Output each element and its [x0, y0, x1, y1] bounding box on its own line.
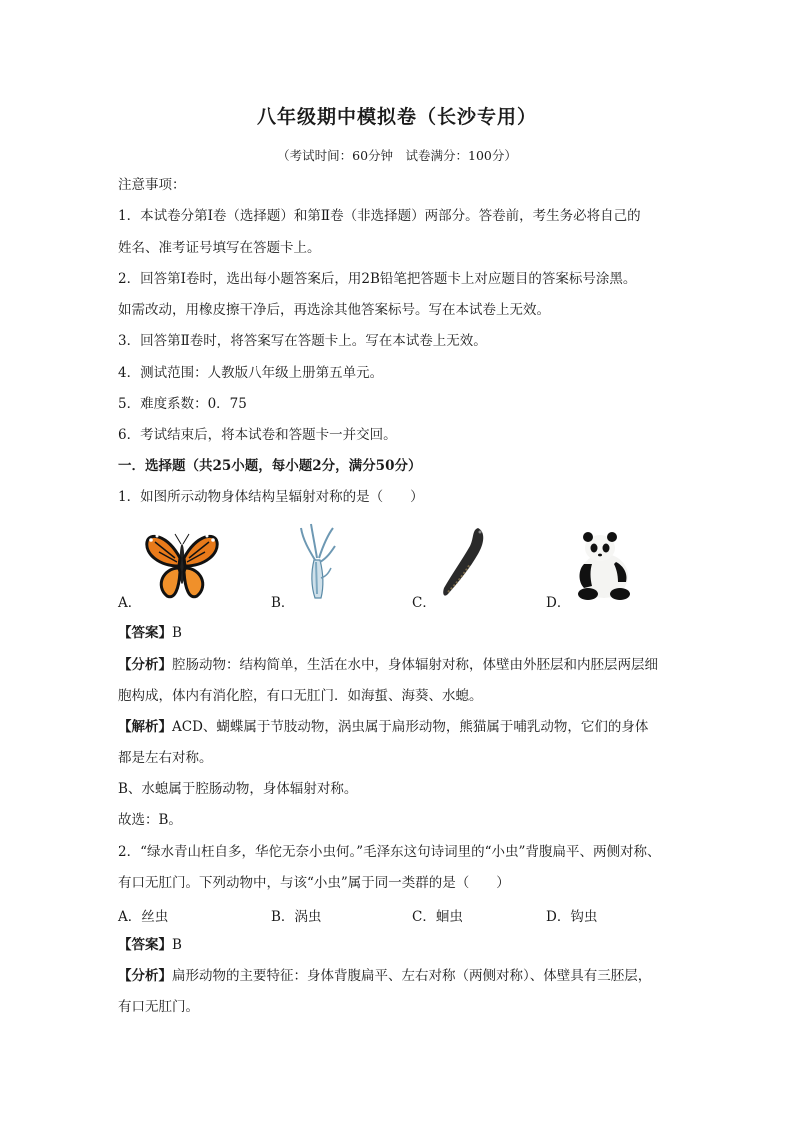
- notice-line: 3．回答第Ⅱ卷时，将答案写在答题卡上。写在本试卷上无效。: [118, 333, 487, 349]
- explain-text: ACD、蝴蝶属于节肢动物，涡虫属于扁形动物，熊猫属于哺乳动物，它们的身体: [172, 719, 649, 735]
- q1-answer: [118, 624, 182, 642]
- answer-value: B: [172, 625, 182, 641]
- q1-option-a-label: A．: [118, 595, 142, 611]
- q2-option-b: B．涡虫: [271, 909, 322, 925]
- page-title: 八年级期中模拟卷（长沙专用）: [256, 106, 537, 128]
- q1-option-d-label: D．: [546, 595, 571, 611]
- analysis-tag: 【分析】: [118, 657, 172, 673]
- q1-explanation-line: 故选：B。: [118, 812, 182, 828]
- section-title: 一．选择题（共25小题，每小题2分，满分50分）: [118, 458, 422, 474]
- notice-line: 5．难度系数：0．75: [118, 396, 247, 412]
- notice-line: 6．考试结束后，将本试卷和答题卡一并交回。: [118, 427, 397, 443]
- q2-analysis: [118, 967, 651, 985]
- exam-info: （考试时间：60分钟 试卷满分：100分）: [277, 148, 517, 163]
- q2-option-d: D．钩虫: [546, 909, 598, 925]
- analysis-tag: 【分析】: [118, 968, 172, 984]
- q1-analysis-line: 胞构成，体内有消化腔，有口无肛门．如海蜇、海葵、水螅。: [118, 688, 483, 704]
- q1-explanation: [118, 718, 648, 736]
- q2-analysis-line: 有口无肛门。: [118, 999, 199, 1015]
- q2-answer: [118, 936, 182, 954]
- notice-line: 如需改动，用橡皮擦干净后，再选涂其他答案标号。写在本试卷上无效。: [118, 302, 550, 318]
- answer-tag: 【答案】: [118, 937, 172, 953]
- explain-tag: 【解析】: [118, 719, 172, 735]
- hydra-image: [297, 522, 337, 602]
- question-2-stem-line: 有口无肛门。下列动物中，与该“小虫”属于同一类群的是（ ）: [118, 875, 510, 891]
- q1-explanation-line: B、水螅属于腔肠动物，身体辐射对称。: [118, 781, 358, 797]
- notice-line: 1．本试卷分第Ⅰ卷（选择题）和第Ⅱ卷（非选择题）两部分。答卷前，考生务必将自己的: [118, 208, 641, 224]
- leech-image: [440, 524, 490, 600]
- q2-option-a: A．丝虫: [118, 909, 169, 925]
- butterfly-image: [145, 528, 219, 600]
- analysis-text: 扁形动物的主要特征：身体背腹扁平、左右对称（两侧对称）、体壁具有三胚层，: [172, 968, 652, 984]
- question-1-stem: 1．如图所示动物身体结构呈辐射对称的是（ ）: [118, 489, 424, 505]
- answer-value: B: [172, 937, 182, 953]
- q1-analysis: [118, 656, 658, 674]
- analysis-text: 腔肠动物：结构简单，生活在水中，身体辐射对称，体壁由外胚层和内胚层两层细: [172, 657, 658, 673]
- notice-line: 姓名、准考证号填写在答题卡上。: [118, 240, 321, 256]
- notice-line: 4．测试范围：人教版八年级上册第五单元。: [118, 365, 384, 381]
- q1-option-b-label: B．: [271, 595, 295, 611]
- answer-tag: 【答案】: [118, 625, 172, 641]
- notice-heading: 注意事项：: [118, 177, 186, 193]
- q2-option-c: C．蛔虫: [412, 909, 463, 925]
- question-2-stem: 2．“绿水青山枉自多，华佗无奈小虫何。”毛泽东这句诗词里的“小虫”背腹扁平、两侧对称、: [118, 844, 661, 860]
- q1-explanation-line: 都是左右对称。: [118, 750, 213, 766]
- notice-line: 2．回答第Ⅰ卷时，选出每小题答案后，用2B铅笔把答题卡上对应题目的答案标号涂黑。: [118, 271, 637, 287]
- panda-image: [570, 530, 636, 600]
- q1-option-c-label: C．: [412, 595, 436, 611]
